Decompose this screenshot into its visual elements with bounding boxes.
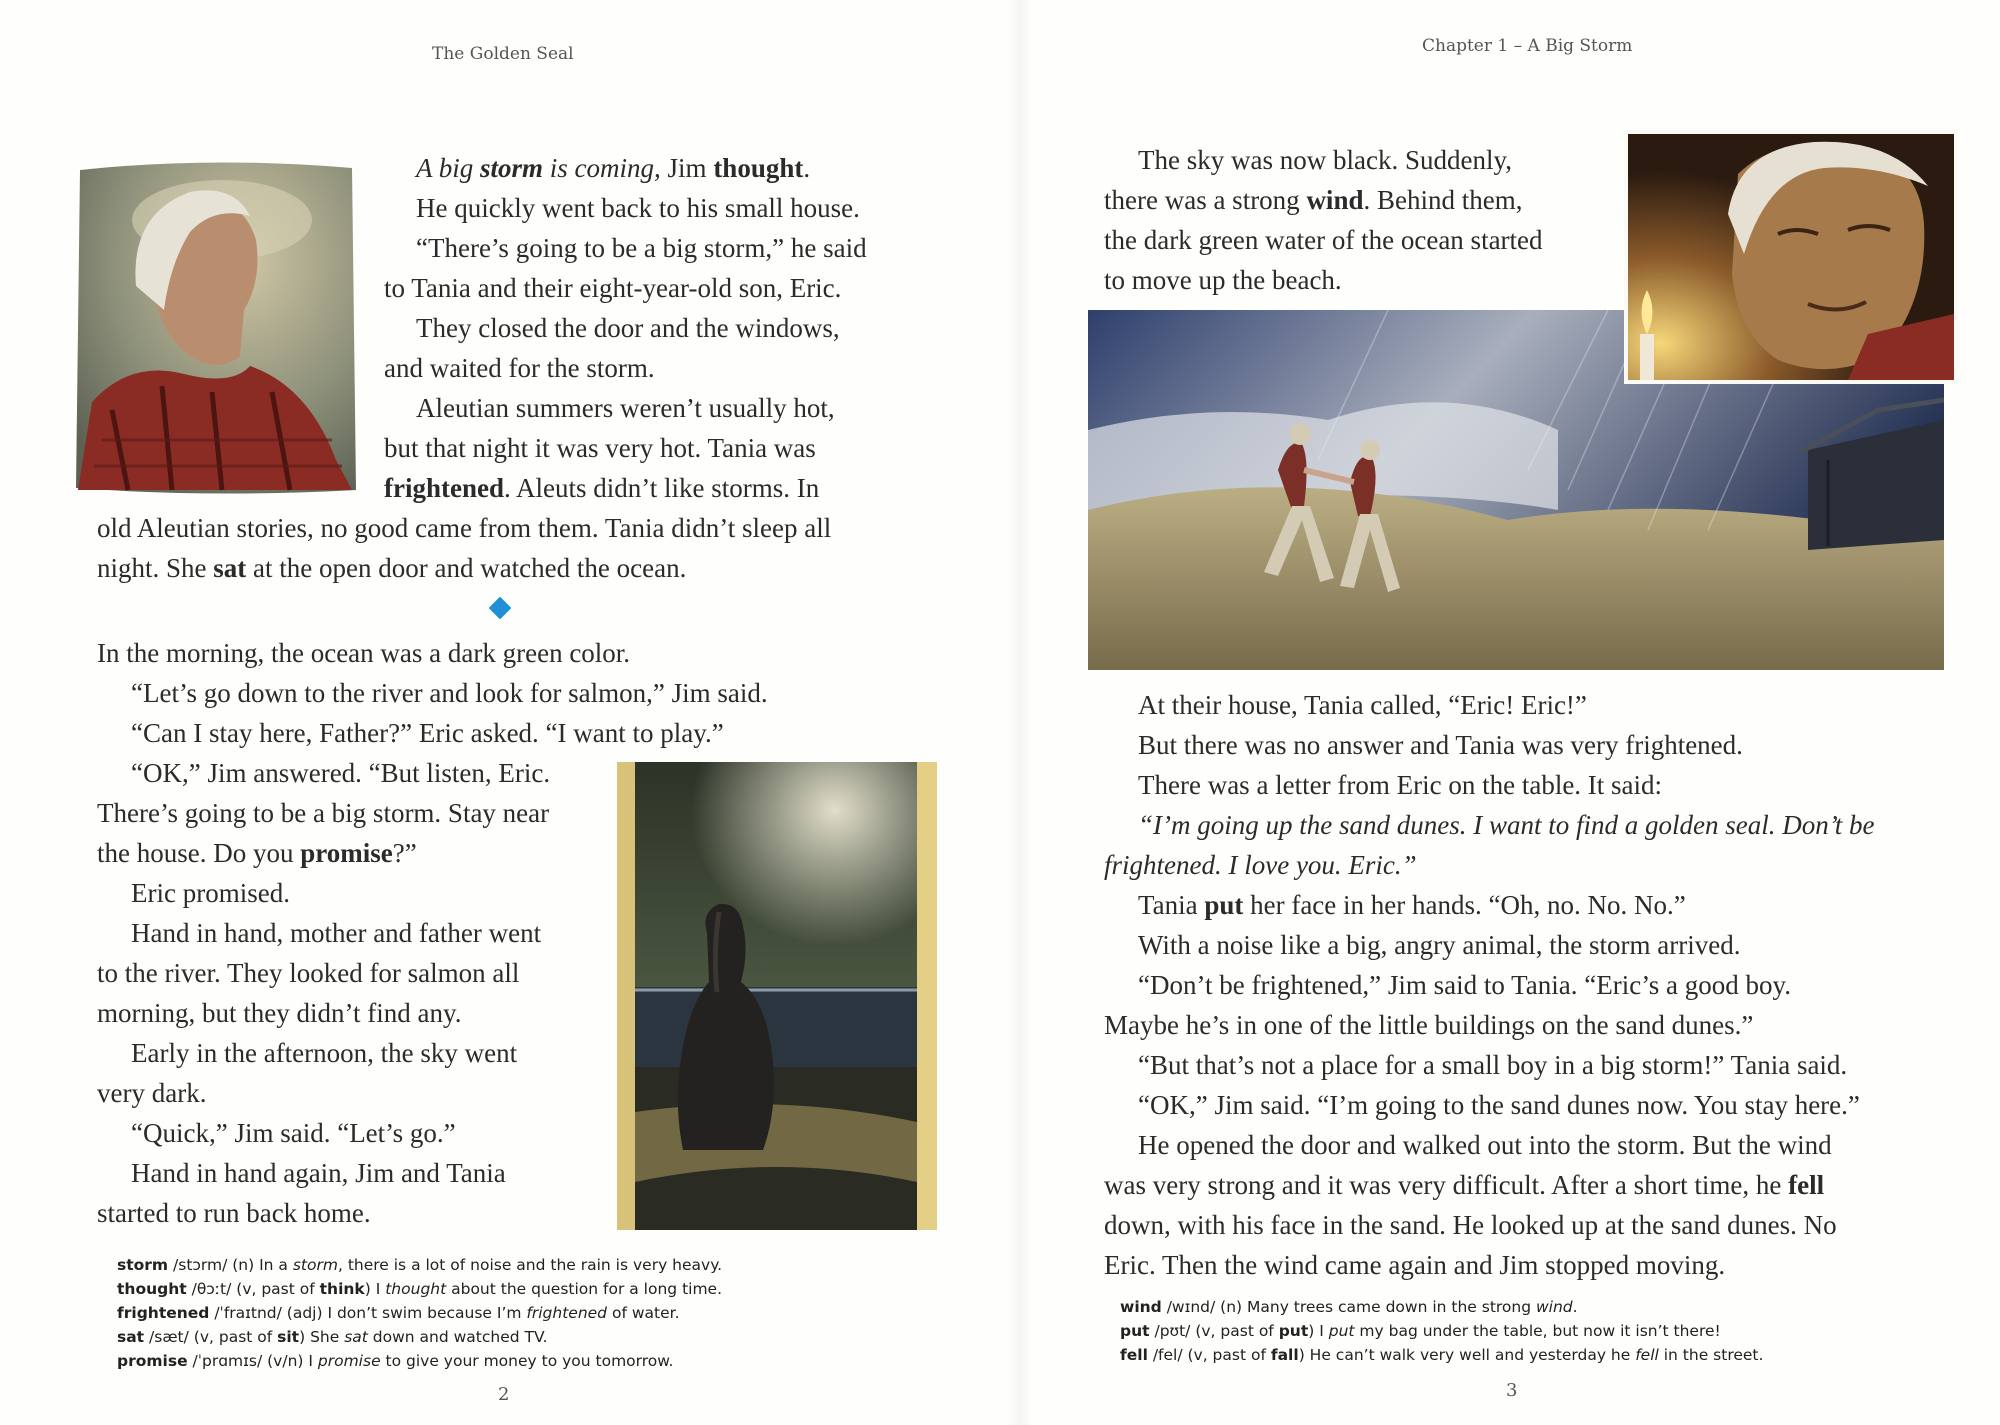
section-break-diamond — [489, 597, 512, 620]
glossary-right — [1120, 1295, 1763, 1367]
glossary-entry: frightened /ˈfraɪtnd/ (adj) I don’t swim because I’m frightened of water. — [117, 1304, 680, 1322]
glossary-entry: wind /wɪnd/ (n) Many trees came down in the strong wind. — [1120, 1298, 1578, 1316]
running-head-left: The Golden Seal — [432, 44, 574, 64]
story-text-right-bottom: At their house, Tania called, “Eric! Eric!” But there was no answer and Tania was very frightened. There was a letter from Eric on the table. It said: “I’m going up the sand dunes. I want to find a golden seal. Don’t be frightened. I love you. Eric.” Tania put her face in her hands. “Oh, no. No. No.” With a noise like a big, angry animal, the storm arrived. “Don’t be frightened,” Jim said to Tania. “Eric’s a good boy. Maybe he’s in one of the little buildings on the sand dunes.” “But that’s not a place for a small boy in a big storm!” Tania said. “OK,” Jim said. “I’m going to the sand dunes now. You stay here.” He opened the door and walked out into the storm. But the wind was very strong and it was very difficult. After a short time, he fell down, with his face in the sand. He looked up at the sand dunes. No Eric. Then the wind came again and Jim stopped moving. — [1104, 690, 1875, 1280]
glossary-entry: fell /fel/ (v, past of fall) He can’t walk very well and yesterday he fell in the street. — [1120, 1346, 1764, 1364]
running-head-right: Chapter 1 – A Big Storm — [1422, 36, 1633, 56]
page-number-right: 3 — [1506, 1380, 1518, 1401]
story-text-left-top: A big storm is coming, Jim thought. He quickly went back to his small house. “There’s going to be a big storm,” he said to Tania and their eight-year-old son, Eric. They closed the door and the windows, and waited for the storm. Aleutian summers weren’t usually hot, but that night it was very hot. Tania was frightened. Aleuts didn’t like storms. In old Aleutian stories, no good came from them. Tania didn’t sleep all night. She sat at the open door and watched the ocean. — [97, 153, 867, 583]
glossary-entry: put /pʊt/ (v, past of put) I put my bag under the table, but now it isn’t there! — [1120, 1322, 1721, 1340]
glossary-left — [117, 1253, 722, 1373]
right-page — [1020, 0, 2000, 1425]
story-text-right-top: The sky was now black. Suddenly, there was a strong wind. Behind them, the dark green water of the ocean started to move up the beach. — [1104, 145, 1543, 295]
glossary-entry: promise /ˈprɑmɪs/ (v/n) I promise to give your money to you tomorrow. — [117, 1352, 674, 1370]
story-text-left-bottom: In the morning, the ocean was a dark green color. “Let’s go down to the river and look for salmon,” Jim said. “Can I stay here, Father?” Eric asked. “I want to play.” “OK,” Jim answered. “But listen, Eric. There’s going to be a big storm. Stay near the house. Do you promise?” Eric promised. Hand in hand, mother and father went to the river. They looked for salmon all morning, but they didn’t find any. Early in the afternoon, the sky went very dark. “Quick,” Jim said. “Let’s go.” Hand in hand again, Jim and Tania started to run back home. — [97, 638, 768, 1228]
glossary-entry: storm /stɔrm/ (n) In a storm, there is a lot of noise and the rain is very heavy. — [117, 1256, 723, 1274]
glossary-entry: sat /sæt/ (v, past of sit) She sat down and watched TV. — [117, 1328, 548, 1346]
glossary-entry: thought /θɔːt/ (v, past of think) I thought about the question for a long time. — [117, 1280, 723, 1298]
page-number-left: 2 — [498, 1384, 510, 1405]
illustration-jim-with-candle — [1624, 130, 1958, 384]
